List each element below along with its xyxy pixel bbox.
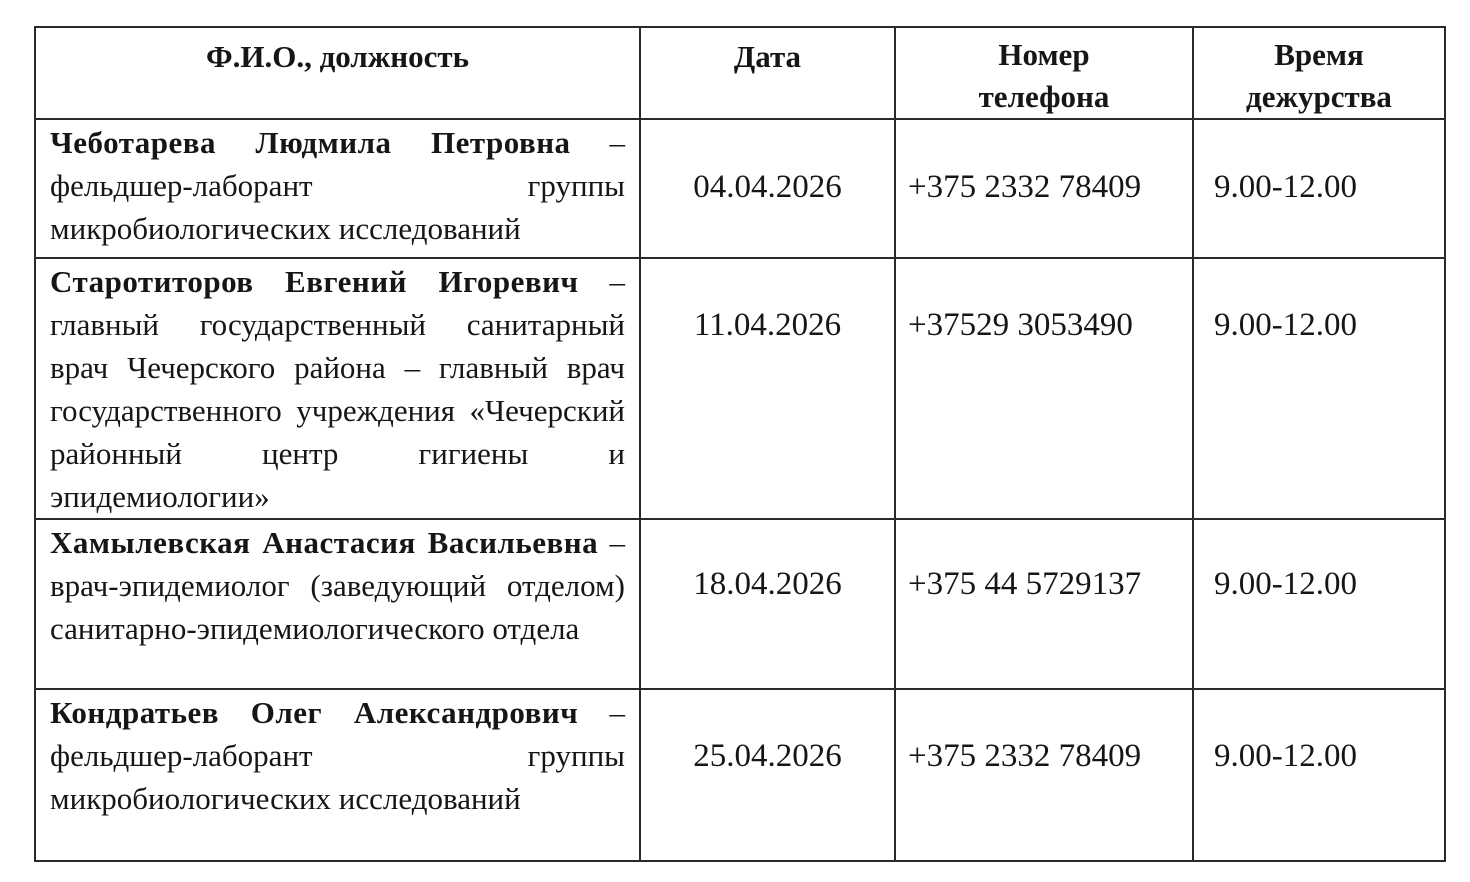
phone-number: +375 2332 78409 [908,169,1142,205]
table-row [35,519,1445,689]
phone-cell [895,519,1193,689]
person-name: Кондратьев Олег Александрович [50,695,579,730]
person-position: – фельдшер-лаборант группы микробиологических исследований [50,695,625,816]
duty-date: 11.04.2026 [693,307,842,343]
duty-schedule-document [34,26,1444,858]
phone-number: +375 44 5729137 [908,566,1142,602]
duty-time-cell [1193,119,1445,258]
duty-time-cell [1193,258,1445,519]
header-duty-time-label-line1: Время [1274,37,1364,72]
header-name-position [35,27,640,119]
table-row [35,119,1445,258]
date-cell [640,258,895,519]
header-duty-time [1193,27,1445,119]
name-position-cell [35,689,640,861]
name-position-cell [35,258,640,519]
duty-time-cell [1193,519,1445,689]
phone-cell [895,119,1193,258]
phone-number: +37529 3053490 [908,307,1133,343]
header-date-label: Дата [733,39,802,74]
header-date [640,27,895,119]
person-position: – врач-эпидемиолог (заведующий отделом) санитарно-эпидемиологического отдела [50,525,626,646]
date-cell [640,119,895,258]
header-phone-label-line2: телефона [978,79,1110,114]
duty-time-cell [1193,689,1445,861]
header-phone-label-line1: Номер [998,37,1090,72]
person-name: Чеботарева Людмила Петровна [50,125,571,160]
duty-time: 9.00-12.00 [1214,738,1357,774]
duty-date: 18.04.2026 [693,566,842,602]
header-phone [895,27,1193,119]
phone-cell [895,689,1193,861]
duty-date: 25.04.2026 [693,738,842,774]
table-row [35,689,1445,861]
phone-cell [895,258,1193,519]
person-name: Хамылевская Анастасия Васильевна [50,525,599,560]
person-position: – главный государственный санитарный врач Чечерского района – главный врач государственного учреждения «Чечерский районный центр гигиены и эпидемиологии» [50,264,626,514]
duty-time: 9.00-12.00 [1214,169,1357,205]
table-header-row [35,27,1445,119]
phone-number: +375 2332 78409 [908,738,1142,774]
date-cell [640,689,895,861]
duty-date: 04.04.2026 [693,169,842,205]
table-row [35,258,1445,519]
person-position: – фельдшер-лаборант группы микробиологических исследований [50,125,626,246]
duty-time: 9.00-12.00 [1214,566,1357,602]
person-name: Старотиторов Евгений Игоревич [50,264,579,299]
name-position-cell [35,119,640,258]
date-cell [640,519,895,689]
name-position-cell [35,519,640,689]
duty-time: 9.00-12.00 [1214,307,1357,343]
header-duty-time-label-line2: дежурства [1246,79,1392,114]
header-name-position-label: Ф.И.О., должность [206,39,469,74]
duty-schedule-table [34,26,1446,862]
